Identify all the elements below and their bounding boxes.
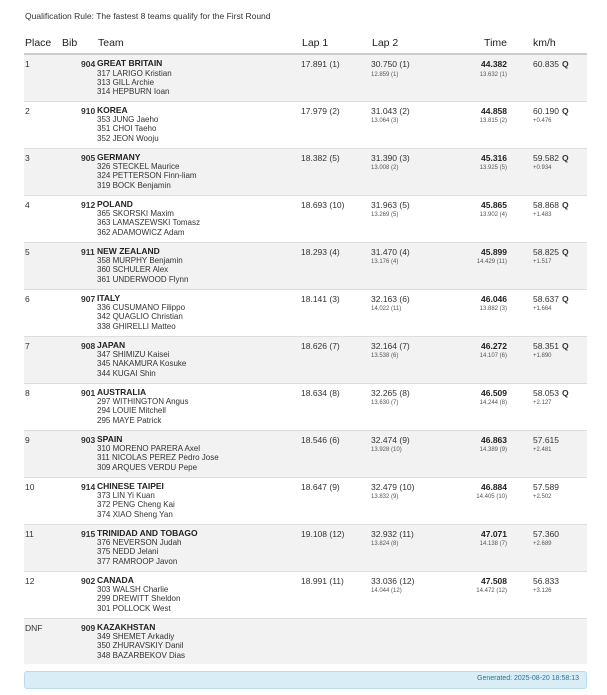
time-cell: [456, 289, 521, 336]
place-cell: 8: [24, 383, 61, 430]
lap1-cell: 18.141 (3): [301, 289, 371, 336]
bib-number: 902: [81, 575, 96, 586]
time-cell: [456, 618, 521, 664]
time-cell: [456, 571, 521, 618]
table-row: [24, 242, 587, 289]
bib-cell: [61, 383, 97, 430]
qualified-badge: Q: [562, 152, 569, 163]
lap2-split: 13.269 (5): [371, 212, 399, 218]
lap2-time: 32.265 (8): [371, 387, 410, 398]
table-row: [24, 571, 587, 618]
time-split: 14.107 (6): [479, 353, 507, 359]
table-row: [24, 477, 587, 524]
final-time: 46.046: [481, 293, 507, 304]
speed-value: 56.833: [533, 575, 559, 586]
team-cell: [97, 195, 301, 242]
speed-gap: +0.934: [533, 165, 552, 171]
lap2-cell: [371, 54, 456, 101]
team-member: 363 LAMASZEWSKI Tomasz: [97, 218, 200, 228]
place-cell: 10: [24, 477, 61, 524]
kmh-cell: [521, 524, 587, 571]
bib-number: 901: [81, 387, 96, 398]
team-cell: [97, 289, 301, 336]
bib-number: 912: [81, 199, 96, 210]
speed-gap: +3.126: [533, 588, 552, 594]
country-name: POLAND: [97, 198, 133, 209]
bib-cell: [61, 477, 97, 524]
team-cell: [97, 571, 301, 618]
kmh-cell: [521, 101, 587, 148]
bib-cell: [61, 148, 97, 195]
lap2-time: 30.750 (1): [371, 59, 410, 69]
speed-value: 60.190: [533, 105, 559, 116]
team-member: 350 ZHURAVSKIY Danil: [97, 641, 184, 651]
country-name: GERMANY: [97, 151, 141, 162]
time-cell: [456, 336, 521, 383]
lap1-cell: 19.108 (12): [301, 524, 371, 571]
speed-value: 60.835: [533, 59, 559, 69]
country-name: JAPAN: [97, 339, 126, 350]
time-split: 14.472 (12): [476, 588, 507, 594]
team-member: 376 NEVERSON Judah: [97, 538, 182, 547]
team-member: 345 NAKAMURA Kosuke: [97, 359, 187, 369]
team-member: 299 DREWITT Sheldon: [97, 594, 181, 604]
qualified-badge: Q: [562, 105, 569, 116]
qualified-badge: Q: [562, 387, 569, 398]
table-row: [24, 383, 587, 430]
country-name: SPAIN: [97, 433, 123, 444]
speed-value: 58.868: [533, 199, 559, 210]
time-split: 14.405 (10): [476, 494, 507, 500]
lap2-split: 13.630 (7): [371, 400, 399, 406]
kmh-cell: [521, 571, 587, 618]
speed-value: 58.637: [533, 293, 559, 304]
col-place: Place: [24, 32, 61, 54]
team-member: 349 SHEMET Arkadiy: [97, 632, 175, 641]
table-row: [24, 430, 587, 477]
kmh-cell: [521, 618, 587, 664]
lap1-cell: 17.891 (1): [301, 54, 371, 101]
lap2-cell: [371, 101, 456, 148]
speed-gap: +0.476: [533, 118, 552, 124]
team-member: 326 STECKEL Maurice: [97, 162, 180, 171]
final-time: 45.899: [481, 246, 507, 257]
team-member: 338 GHIRELLI Matteo: [97, 321, 176, 331]
table-row: [24, 195, 587, 242]
results-table: [24, 32, 587, 664]
bib-cell: [61, 571, 97, 618]
place-cell: 7: [24, 336, 61, 383]
team-cell: [97, 336, 301, 383]
lap2-cell: [371, 336, 456, 383]
speed-gap: +1.890: [533, 353, 552, 359]
team-cell: [97, 148, 301, 195]
time-cell: [456, 54, 521, 101]
speed-value: 58.825: [533, 246, 559, 257]
place-cell: 1: [24, 54, 61, 101]
speed-value: 59.582: [533, 152, 559, 163]
speed-value: 57.615: [533, 434, 559, 445]
country-name: KAZAKHSTAN: [97, 621, 156, 632]
time-split: 13.815 (2): [479, 118, 507, 124]
team-member: 319 BOCK Benjamin: [97, 180, 171, 190]
lap2-time: 32.164 (7): [371, 340, 410, 351]
team-member: 303 WALSH Charlie: [97, 585, 169, 594]
bib-number: 903: [81, 434, 96, 445]
final-time: 46.863: [481, 434, 507, 445]
place-cell: 6: [24, 289, 61, 336]
col-team: Team: [97, 32, 301, 54]
time-split: 14.429 (11): [476, 259, 507, 265]
lap2-split: 14.044 (12): [371, 588, 402, 594]
lap2-time: 31.043 (2): [371, 105, 410, 116]
place-cell: 4: [24, 195, 61, 242]
team-member: 353 JUNG Jaeho: [97, 115, 159, 124]
final-time: 45.316: [481, 152, 507, 163]
bib-cell: [61, 524, 97, 571]
country-name: NEW ZEALAND: [97, 245, 160, 256]
place-cell: DNF: [24, 618, 61, 664]
table-row: [24, 289, 587, 336]
final-time: 46.884: [481, 481, 507, 492]
country-name: ITALY: [97, 292, 121, 303]
team-cell: [97, 618, 301, 664]
header-row: [24, 32, 587, 54]
lap2-cell: [371, 477, 456, 524]
speed-gap: +2.502: [533, 494, 552, 500]
bib-cell: [61, 618, 97, 664]
team-member: 372 PENG Cheng Kai: [97, 500, 175, 510]
lap1-cell: 17.979 (2): [301, 101, 371, 148]
time-cell: [456, 477, 521, 524]
lap1-cell: 18.382 (5): [301, 148, 371, 195]
lap2-time: 32.163 (6): [371, 293, 410, 304]
kmh-cell: [521, 242, 587, 289]
bib-cell: [61, 195, 97, 242]
team-member: 301 POLLOCK West: [97, 603, 171, 613]
country-name: KOREA: [97, 104, 128, 115]
lap2-split: 12.859 (1): [371, 71, 399, 78]
team-member: 295 MAYE Patrick: [97, 415, 162, 425]
team-member: 347 SHIMIZU Kaisei: [97, 350, 170, 359]
team-cell: [97, 242, 301, 289]
final-time: 44.382: [481, 59, 507, 69]
lap2-split: 14.022 (11): [371, 306, 402, 312]
col-bib: Bib: [61, 32, 97, 54]
place-cell: 9: [24, 430, 61, 477]
lap1-cell: 18.693 (10): [301, 195, 371, 242]
qualified-badge: Q: [562, 59, 569, 69]
team-member: 294 LOUIE Mitchell: [97, 406, 166, 416]
lap2-time: 33.036 (12): [371, 575, 415, 586]
bib-number: 904: [81, 59, 96, 69]
speed-gap: +1.517: [533, 259, 552, 265]
lap1-cell: 18.991 (11): [301, 571, 371, 618]
speed-gap: +1.664: [533, 306, 552, 312]
lap2-cell: [371, 195, 456, 242]
team-member: 336 CUSUMANO Filippo: [97, 303, 186, 312]
bib-cell: [61, 54, 97, 101]
bib-number: 911: [81, 246, 95, 257]
kmh-cell: [521, 54, 587, 101]
team-member: 314 HEPBURN Ioan: [97, 87, 170, 97]
kmh-cell: [521, 289, 587, 336]
bib-number: 914: [81, 481, 96, 492]
speed-gap: +1.483: [533, 212, 552, 218]
time-split: 14.244 (8): [479, 400, 507, 406]
bib-number: 910: [81, 105, 96, 116]
team-member: 297 WITHINGTON Angus: [97, 397, 189, 406]
kmh-cell: [521, 383, 587, 430]
team-member: 351 CHOI Taeho: [97, 124, 157, 134]
generated-timestamp: Generated: 2025-08-20 18:58:13: [477, 675, 579, 682]
qualified-badge: Q: [562, 340, 569, 351]
table-row: [24, 524, 587, 571]
lap2-cell: [371, 618, 456, 664]
team-member: 348 BAZARBEKOV Dias: [97, 650, 186, 660]
time-split: 13.925 (5): [479, 165, 507, 171]
time-cell: [456, 101, 521, 148]
final-time: 46.272: [481, 340, 507, 351]
final-time: 46.509: [481, 387, 507, 398]
country-name: GREAT BRITAIN: [97, 58, 163, 68]
team-member: 361 UNDERWOOD Flynn: [97, 274, 189, 284]
lap2-split: 13.824 (8): [371, 541, 399, 547]
team-cell: [97, 101, 301, 148]
speed-value: 58.351: [533, 340, 559, 351]
lap2-cell: [371, 289, 456, 336]
lap2-split: 13.064 (3): [371, 118, 399, 124]
team-member: 374 XIAO Sheng Yan: [97, 509, 173, 519]
bib-cell: [61, 289, 97, 336]
bib-number: 905: [81, 152, 96, 163]
bib-number: 909: [81, 622, 96, 633]
lap2-split: 13.538 (6): [371, 353, 399, 359]
qualified-badge: Q: [562, 293, 569, 304]
table-row: [24, 148, 587, 195]
kmh-cell: [521, 477, 587, 524]
country-name: TRINIDAD AND TOBAGO: [97, 527, 198, 538]
time-cell: [456, 148, 521, 195]
time-cell: [456, 430, 521, 477]
qualification-rule: Qualification Rule: The fastest 8 teams qualify for the First Round: [25, 11, 271, 21]
lap2-cell: [371, 148, 456, 195]
country-name: CANADA: [97, 574, 134, 585]
col-lap1: Lap 1: [301, 32, 371, 54]
bib-number: 907: [81, 293, 96, 304]
speed-gap: +2.481: [533, 447, 552, 453]
time-cell: [456, 242, 521, 289]
final-time: 47.071: [481, 528, 507, 539]
table-row: [24, 336, 587, 383]
kmh-cell: [521, 148, 587, 195]
lap2-split: 13.176 (4): [371, 259, 399, 265]
bib-cell: [61, 430, 97, 477]
kmh-cell: [521, 195, 587, 242]
country-name: AUSTRALIA: [97, 386, 147, 397]
team-member: 324 PETTERSON Finn-liam: [97, 171, 197, 181]
speed-value: 58.053: [533, 387, 559, 398]
team-cell: [97, 54, 301, 101]
speed-value: 57.360: [533, 528, 559, 539]
lap1-cell: 18.634 (8): [301, 383, 371, 430]
place-cell: 3: [24, 148, 61, 195]
lap2-cell: [371, 571, 456, 618]
place-cell: 11: [24, 524, 61, 571]
lap2-split: 13.832 (9): [371, 494, 399, 500]
time-cell: [456, 524, 521, 571]
bib-number: 908: [81, 340, 96, 351]
place-cell: 12: [24, 571, 61, 618]
col-lap2: Lap 2: [371, 32, 456, 54]
team-cell: [97, 524, 301, 571]
table-row: [24, 101, 587, 148]
final-time: 44.858: [481, 105, 507, 116]
lap2-time: 31.963 (5): [371, 199, 410, 210]
team-cell: [97, 477, 301, 524]
lap1-cell: 18.647 (9): [301, 477, 371, 524]
final-time: 45.865: [481, 199, 507, 210]
lap2-split: 13.008 (2): [371, 165, 399, 171]
bib-cell: [61, 336, 97, 383]
time-split: 13.902 (4): [479, 212, 507, 218]
country-name: CHINESE TAIPEI: [97, 480, 164, 491]
generated-footer: [24, 671, 587, 689]
time-cell: [456, 383, 521, 430]
team-cell: [97, 430, 301, 477]
team-member: 309 ARQUES VERDU Pepe: [97, 462, 198, 472]
team-member: 344 KUGAI Shin: [97, 368, 156, 378]
bib-cell: [61, 101, 97, 148]
lap2-time: 32.479 (10): [371, 481, 415, 492]
kmh-cell: [521, 336, 587, 383]
team-member: 311 NICOLAS PEREZ Pedro Jose: [97, 453, 219, 463]
col-kmh: km/h: [521, 32, 587, 54]
lap2-time: 32.474 (9): [371, 434, 410, 445]
team-member: 317 LARIGO Kristian: [97, 68, 172, 78]
qualified-badge: Q: [562, 199, 569, 210]
team-member: 342 QUAGLIO Christian: [97, 312, 183, 322]
lap2-cell: [371, 383, 456, 430]
place-cell: 5: [24, 242, 61, 289]
team-member: 358 MURPHY Benjamin: [97, 256, 183, 265]
team-member: 375 NEDD Jelani: [97, 547, 159, 557]
kmh-cell: [521, 430, 587, 477]
col-time: Time: [456, 32, 521, 54]
time-split: 14.389 (9): [479, 447, 507, 453]
team-member: 360 SCHULER Alex: [97, 265, 169, 275]
lap2-cell: [371, 524, 456, 571]
lap1-cell: [301, 618, 371, 664]
lap2-time: 32.932 (11): [371, 528, 414, 539]
final-time: 47.508: [481, 575, 507, 586]
time-split: 13.632 (1): [479, 71, 507, 78]
team-member: 310 MORENO PARERA Axel: [97, 444, 200, 453]
time-split: 14.138 (7): [479, 541, 507, 547]
speed-gap: +2.127: [533, 400, 552, 406]
speed-value: 57.589: [533, 481, 559, 492]
team-member: 313 GILL Archie: [97, 77, 155, 87]
lap2-time: 31.390 (3): [371, 152, 410, 163]
table-row: [24, 618, 587, 664]
team-member: 373 LIN Yi Kuan: [97, 491, 155, 500]
lap2-split: 13.928 (10): [371, 447, 402, 453]
team-member: 362 ADAMOWICZ Adam: [97, 227, 185, 237]
lap2-cell: [371, 242, 456, 289]
bib-cell: [61, 242, 97, 289]
lap1-cell: 18.293 (4): [301, 242, 371, 289]
bib-number: 915: [81, 528, 96, 539]
lap1-cell: 18.626 (7): [301, 336, 371, 383]
team-member: 365 SKORSKI Maxim: [97, 209, 174, 218]
team-cell: [97, 383, 301, 430]
speed-gap: +2.689: [533, 541, 552, 547]
qualified-badge: Q: [562, 246, 569, 257]
table-row: [24, 54, 587, 101]
lap1-cell: 18.546 (6): [301, 430, 371, 477]
lap2-time: 31.470 (4): [371, 246, 410, 257]
team-member: 352 JEON Wooju: [97, 133, 159, 143]
time-cell: [456, 195, 521, 242]
place-cell: 2: [24, 101, 61, 148]
lap2-cell: [371, 430, 456, 477]
time-split: 13.882 (3): [479, 306, 507, 312]
team-member: 377 RAMROOP Javon: [97, 556, 178, 566]
